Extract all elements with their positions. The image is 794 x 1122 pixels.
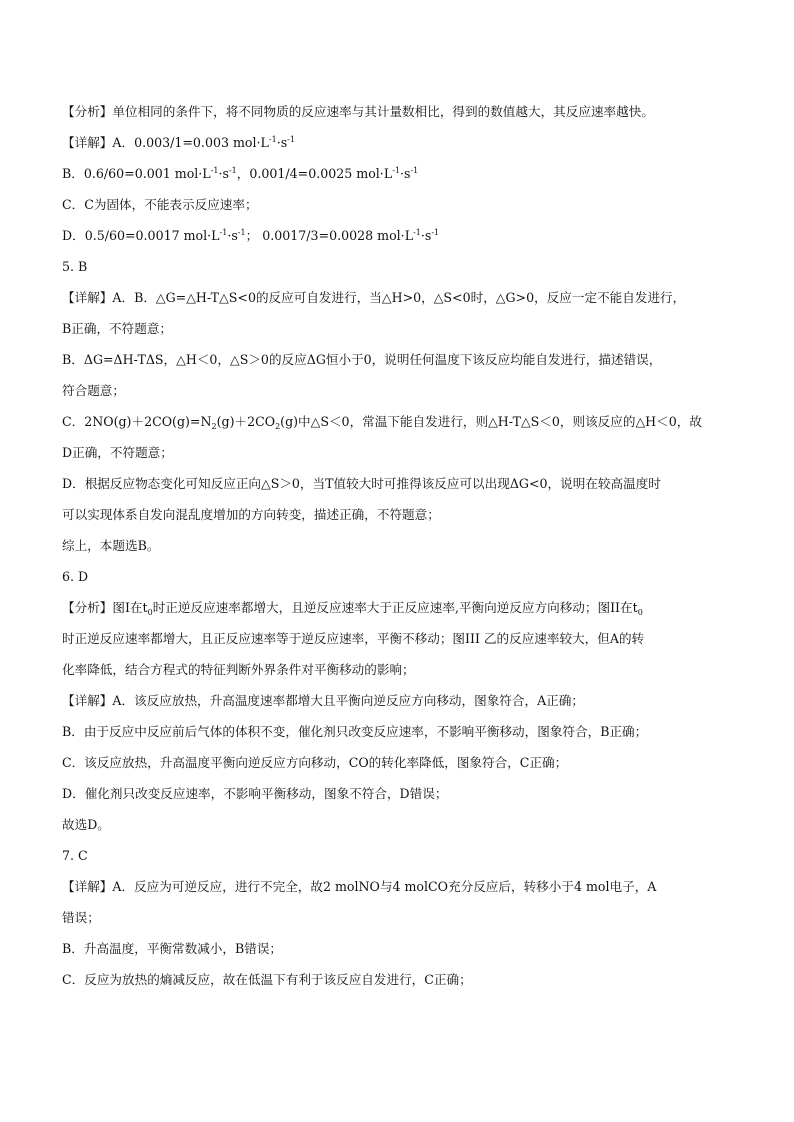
q5-detail-line: 【详解】A．B．△G=△H-T△S<0的反应可自发进行，当△H>0，△S<0时，△G>0，反应一定不能自发进行，	[62, 290, 686, 305]
text: 时正逆反应速率都增大，且逆反应速率大于正反应速率,平衡向逆反应方向移动；图II在t	[152, 600, 638, 615]
q6-conclusion: 故选D。	[62, 817, 110, 832]
text: D．0.5/60=0.0017 mol·L	[62, 228, 220, 243]
text: (g)＋2CO	[216, 414, 276, 429]
superscript: -1	[268, 135, 277, 144]
q7-detail-line: 错误；	[62, 910, 100, 925]
superscript: -1	[413, 228, 421, 237]
q5-detail-line: D正确，不符题意；	[62, 445, 173, 460]
text: 【详解】A．0.003/1=0.003 mol·L	[62, 135, 269, 150]
q5-answer-number: 5. B	[62, 259, 88, 274]
superscript: -1	[431, 228, 440, 237]
q4-option-d	[62, 228, 439, 244]
q6-detail-line: 【详解】A．该反应放热，升高温度速率都增大且平衡向逆反应方向移动，图象符合，A正确；	[62, 693, 584, 708]
subscript: 0	[147, 608, 153, 617]
q4-analysis: 【分析】单位相同的条件下，将不同物质的反应速率与其计量数相比，得到的数值越大，其反应速率越快。	[62, 104, 654, 119]
subscript: 0	[637, 608, 643, 617]
superscript: -1	[228, 166, 237, 175]
superscript: -1	[287, 135, 295, 144]
q5-detail-line: 可以实现体系自发向混乱度增加的方向转变，描述正确，不符题意；	[62, 507, 440, 522]
text: B．0.6/60=0.001 mol·L	[62, 166, 211, 181]
superscript: -1	[237, 228, 246, 237]
q7-detail-line: C．反应为放热的熵减反应，故在低温下有利于该反应自发进行，C正确；	[62, 972, 472, 987]
superscript: -1	[210, 166, 219, 175]
text: ，0.001/4=0.0025 mol·L	[236, 166, 393, 181]
q5-detail-line: B．ΔG=ΔH-TΔS，△H＜0，△S＞0的反应ΔG恒小于0，说明任何温度下该反应均能自发进行，描述错误，	[62, 352, 662, 367]
text: C．2NO(g)＋2CO(g)=N	[62, 414, 212, 429]
text: ·s	[218, 166, 229, 181]
q4-option-c: C．C为固体，不能表示反应速率；	[62, 197, 258, 212]
q6-answer-number: 6. D	[62, 569, 89, 584]
text: ； 0.0017/3=0.0028 mol·L	[245, 228, 414, 243]
text: (g)中△S＜0，常温下能自发进行，则△H-T△S＜0，则该反应的△H＜0，故	[280, 414, 702, 429]
q6-analysis-line: 时正逆反应速率都增大，且正反应速率等于逆反应速率，平衡不移动；图III 乙的反应速率较大，但A的转	[62, 631, 645, 646]
text: ·s	[399, 166, 411, 181]
q6-detail-line: C．该反应放热，升高温度平衡向逆反应方向移动，CO的转化率降低，图象符合，C正确；	[62, 755, 568, 770]
subscript: 2	[275, 422, 281, 431]
text: 【分析】图I在t	[62, 600, 148, 615]
q5-detail-line: 符合题意；	[62, 383, 125, 398]
q5-detail-line	[62, 414, 702, 430]
superscript: -1	[219, 228, 228, 237]
q7-answer-number: 7. C	[62, 848, 88, 863]
superscript: -1	[410, 166, 419, 175]
superscript: -1	[392, 166, 400, 175]
q6-detail-line: B．由于反应中反应前后气体的体积不变，催化剂只改变反应速率，不影响平衡移动，图象符合，B正确；	[62, 724, 648, 739]
q6-analysis-line	[62, 600, 643, 616]
q5-conclusion: 综上，本题选B。	[62, 538, 160, 553]
q4-option-b	[62, 166, 418, 182]
q5-detail-line: D．根据反应物态变化可知反应正向△S＞0，当T值较大时可推得该反应可以出现ΔG<0，说明在较高温度时	[62, 476, 661, 491]
text: ·s	[227, 228, 238, 243]
text: ·s	[276, 135, 288, 150]
text: ·s	[420, 228, 432, 243]
q7-detail-line: 【详解】A．反应为可逆反应，进行不完全，故2 molNO与4 molCO充分反应后，转移小于4 mol电子，A	[62, 879, 657, 894]
q4-detail-a	[62, 135, 295, 151]
q6-detail-line: D．催化剂只改变反应速率，不影响平衡移动，图象不符合，D错误；	[62, 786, 448, 801]
subscript: 2	[211, 422, 217, 431]
q5-detail-line: B正确，不符题意；	[62, 321, 173, 336]
q7-detail-line: B．升高温度，平衡常数减小，B错误；	[62, 941, 283, 956]
q6-analysis-line: 化率降低，结合方程式的特征判断外界条件对平衡移动的影响；	[62, 662, 415, 677]
